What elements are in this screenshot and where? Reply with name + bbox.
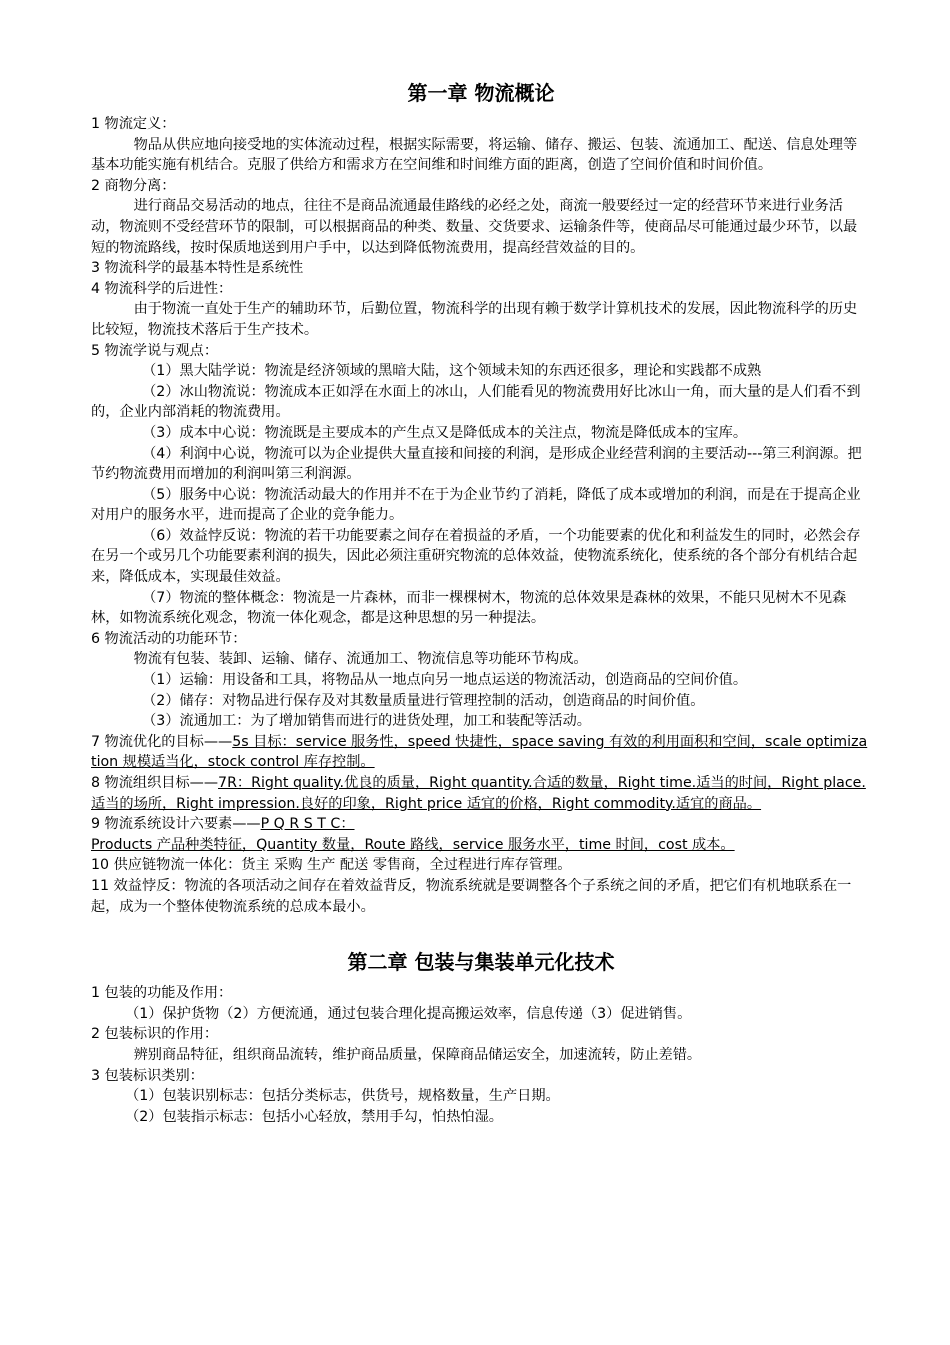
- item-4-body: 由于物流一直处于生产的辅助环节，后勤位置，物流科学的出现有赖于数学计算机技术的发展，因此物流科学的历史比较短，物流技术落后于生产技术。: [91, 301, 858, 338]
- item-5-sub-2: （2）冰山物流说：物流成本正如浮在水面上的冰山，人们能看见的物流费用好比冰山一角，而大量的是人们看不到的，企业内部消耗的物流费用。: [91, 383, 861, 421]
- item-3-head: 3 物流科学的最基本特性是系统性: [91, 260, 304, 277]
- item-9-body: Products 产品种类特征，Quantity 数量，Route 路线，service 服务水平，time 时间，cost 成本。: [91, 836, 735, 853]
- item-6-sub-2: （2）储存：对物品进行保存及对其数量质量进行管理控制的活动，创造商品的时间价值。: [142, 692, 705, 709]
- item-2-body: 进行商品交易活动的地点，往往不是商品流通最佳路线的必经之处，商流一般要经过一定的经营环节来进行业务活动，物流则不受经营环节的限制，可以根据商品的种类、数量、交货要求、运输条件等，使商品尽可能通过最少环节，以最短的物流路线，按时保质地送到用户手中，以达到降低物流费用，提高经营效益的目的。: [91, 198, 858, 256]
- item-6-intro: 物流有包装、装卸、运输、储存、流通加工、物流信息等功能环节构成。: [133, 651, 588, 668]
- ch2-item-3-head: 3 包装标识类别：: [91, 1067, 204, 1084]
- chapter-1-title: 第一章 物流概论: [407, 81, 555, 105]
- item-11: 11 效益悖反：物流的各项活动之间存在着效益背反，物流系统就是要调整各个子系统之间的矛盾，把它们有机地联系在一起，成为一个整体使物流系统的总成本最小。: [91, 877, 852, 915]
- item-7: [91, 732, 871, 773]
- ch2-item-1-head: 1 包装的功能及作用：: [91, 985, 233, 1002]
- item-6-sub-3: （3）流通加工：为了增加销售而进行的进货处理，加工和装配等活动。: [142, 713, 591, 730]
- ch2-item-3-sub-2: （2）包装指示标志：包括小心轻放，禁用手勾，怕热怕湿。: [125, 1108, 503, 1125]
- item-5-head: 5 物流学说与观点：: [91, 342, 219, 359]
- item-9-code: P Q R S T C：: [260, 816, 355, 833]
- item-9-head: 9 物流系统设计六要素——: [91, 816, 261, 833]
- item-5-sub-5: （5）服务中心说：物流活动最大的作用并不在于为企业节约了消耗，降低了成本或增加的利润，而是在于提高企业对用户的服务水平，进而提高了企业的竞争能力。: [91, 486, 861, 524]
- item-4-head: 4 物流科学的后进性：: [91, 280, 233, 297]
- item-8-head: 8 物流组织目标——: [91, 775, 219, 791]
- item-5-sub-4: （4）利润中心说，物流可以为企业提供大量直接和间接的利润，是形成企业经营利润的主要活动---第三利润源。把节约物流费用而增加的利润叫第三利润源。: [91, 445, 862, 483]
- item-1-body: 物品从供应地向接受地的实体流动过程，根据实际需要，将运输、储存、搬运、包装、流通加工、配送、信息处理等基本功能实施有机结合。克服了供给方和需求方在空间维和时间维方面的距离，创造了空间价值和时间价值。: [91, 136, 858, 174]
- chapter-2-title: 第二章 包装与集装单元化技术: [347, 950, 615, 975]
- item-5-sub-1: （1）黑大陆学说：物流是经济领域的黑暗大陆，这个领域未知的东西还很多，理论和实践都不成熟: [142, 363, 762, 380]
- ch2-item-2-line: 辨别商品特征，组织商品流转，维护商品质量，保障商品储运安全，加速流转，防止差错。: [133, 1046, 702, 1063]
- ch2-item-2-head: 2 包装标识的作用：: [91, 1026, 219, 1043]
- ch2-item-1-line: （1）保护货物（2）方便流通，通过包装合理化提高搬运效率，信息传递（3）促进销售。: [125, 1005, 692, 1022]
- item-9: [91, 814, 871, 835]
- item-6-head: 6 物流活动的功能环节：: [91, 630, 247, 647]
- item-2-head: 2 商物分离：: [91, 177, 176, 194]
- item-7-body: 5s 目标：service 服务性，speed 快捷性，space saving 有效的利用面积和空间，scale optimization 规模适当化，stock control 库存控制。: [91, 733, 868, 771]
- item-5-sub-3: （3）成本中心说：物流既是主要成本的产生点又是降低成本的关注点，物流是降低成本的宝库。: [142, 424, 748, 441]
- document-page: [91, 76, 871, 1127]
- ch2-item-3-sub-1: （1）包装识别标志：包括分类标志，供货号，规格数量，生产日期。: [125, 1088, 560, 1105]
- item-10: 10 供应链物流一体化：货主 采购 生产 配送 零售商，全过程进行库存管理。: [91, 857, 572, 874]
- item-5-sub-7: （7）物流的整体概念：物流是一片森林，而非一棵棵树木，物流的总体效果是森林的效果，不能只见树木不见森林，如物流系统化观念，物流一体化观念，都是这种思想的另一种提法。: [91, 589, 847, 627]
- item-1-head: 1 物流定义：: [91, 116, 176, 132]
- item-5-sub-6: （6）效益悖反说：物流的若干功能要素之间存在着损益的矛盾，一个功能要素的优化和利益发生的同时，必然会存在另一个或另几个功能要素利润的损失，因此必须注重研究物流的总体效益，使物流系统化，使系统的各个部分有机结合起来，降低成本，实现最佳效益。: [91, 527, 861, 586]
- item-8-body: 7R：Right quality.优良的质量，Right quantity.合适的数量，Right time.适当的时间，Right place.适当的场所，Right impression.良好的印象，Right price 适宜的价格，Right commodity.适宜的商品。: [91, 775, 866, 812]
- item-6-sub-1: （1）运输：用设备和工具，将物品从一地点向另一地点运送的物流活动，创造商品的空间价值。: [142, 672, 748, 689]
- item-7-head: 7 物流优化的目标——: [91, 733, 233, 750]
- item-8: [91, 773, 871, 814]
- item-9-body-line: [91, 835, 871, 856]
